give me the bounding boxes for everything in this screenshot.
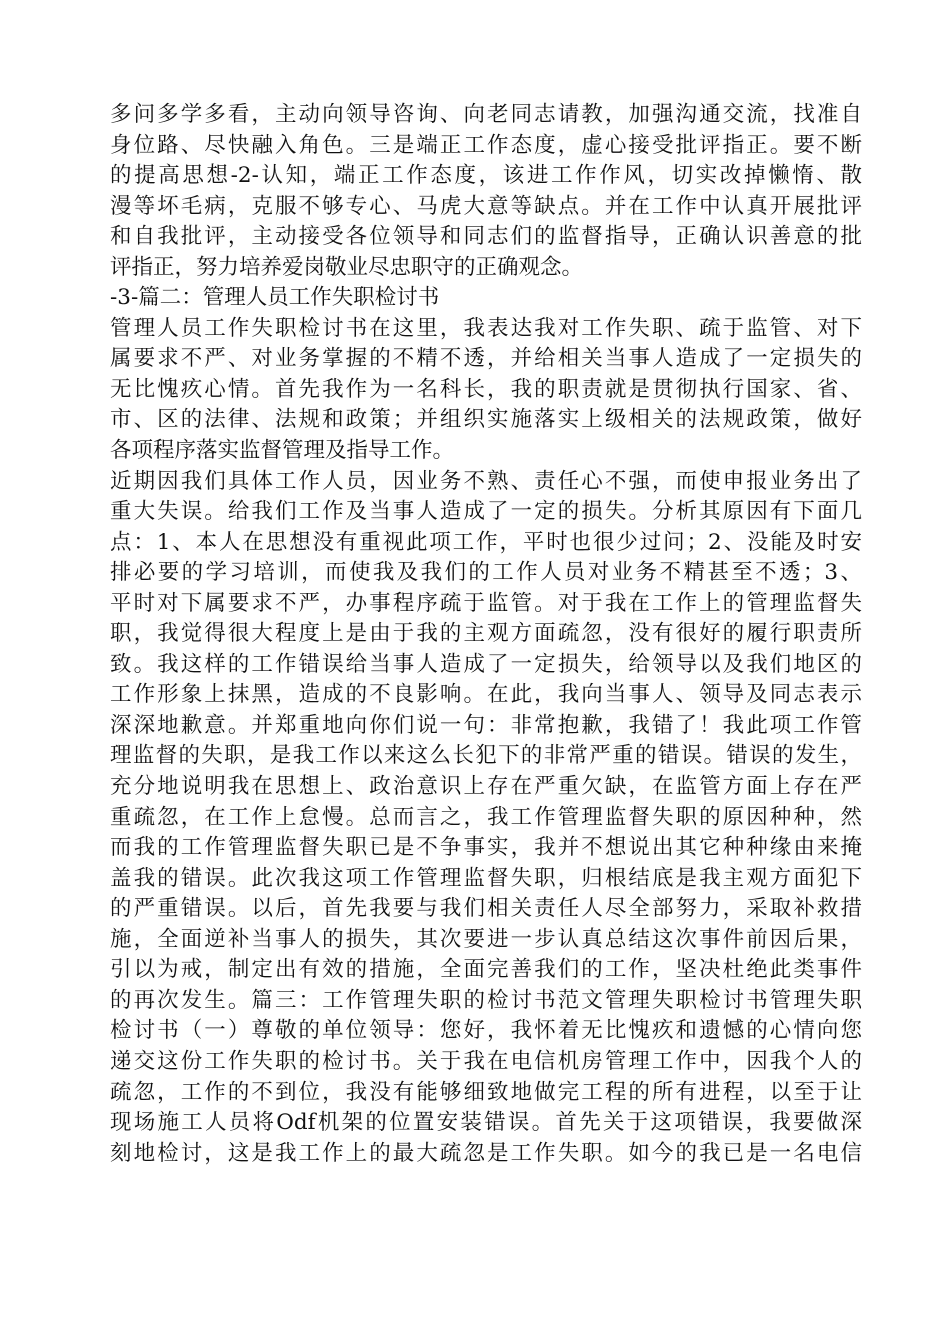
text-line: 属要求不严、对业务掌握的不精不透，并给相关当事人造成了一定损失的 (110, 346, 862, 372)
text-line: 职，我觉得很大程度上是由于我的主观方面疏忽，没有很好的履行职责所 (110, 621, 862, 647)
text-line: 漫等坏毛病，克服不够专心、马虎大意等缺点。并在工作中认真开展批评 (110, 193, 862, 219)
text-line: 各项程序落实监督管理及指导工作。 (110, 438, 455, 464)
text-line: 和自我批评，主动接受各位领导和同志们的监督指导，正确认识善意的批 (110, 224, 862, 250)
text-line: 充分地说明我在思想上、政治意识上存在严重欠缺，在监管方面上存在严 (110, 774, 862, 800)
text-line: 疏忽，工作的不到位，我没有能够细致地做完工程的所有进程，以至于让 (110, 1079, 862, 1105)
text-line: 评指正，努力培养爱岗敬业尽忠职守的正确观念。 (110, 254, 584, 280)
text-line: 的提高思想-2-认知，端正工作态度，该进工作作风，切实改掉懒惰、散 (110, 163, 862, 189)
text-line: 深深地歉意。并郑重地向你们说一句：非常抱歉，我错了！我此项工作管 (110, 712, 862, 738)
text-line: 刻地检讨，这是我工作上的最大疏忽是工作失职。如今的我已是一名电信 (110, 1140, 862, 1166)
text-line: 致。我这样的工作错误给当事人造成了一定损失，给领导以及我们地区的 (110, 651, 862, 677)
document-body (110, 100, 862, 1169)
section-heading: -3-篇二：管理人员工作失职检讨书 (110, 285, 440, 311)
text-line: 检讨书（一）尊敬的单位领导：您好，我怀着无比愧疚和遗憾的心情向您 (110, 1018, 862, 1044)
text-line: 近期因我们具体工作人员，因业务不熟、责任心不强，而使申报业务出了 (110, 468, 862, 494)
text-line: 重大失误。给我们工作及当事人造成了一定的损失。分析其原因有下面几 (110, 499, 862, 525)
text-line: 工作形象上抹黑，造成的不良影响。在此，我向当事人、领导及同志表示 (110, 682, 862, 708)
text-line: 引以为戒，制定出有效的措施，全面完善我们的工作，坚决杜绝此类事件 (110, 957, 862, 983)
text-line: 盖我的错误。此次我这项工作管理监督失职，归根结底是我主观方面犯下 (110, 865, 862, 891)
text-line: 的严重错误。以后，首先我要与我们相关责任人尽全部努力，采取补救措 (110, 896, 862, 922)
text-line: 市、区的法律、法规和政策；并组织实施落实上级相关的法规政策，做好 (110, 407, 862, 433)
text-line: 点：1、本人在思想没有重视此项工作，平时也很少过问；2、没能及时安 (110, 529, 862, 555)
text-line: 递交这份工作失职的检讨书。关于我在电信机房管理工作中，因我个人的 (110, 1048, 862, 1074)
text-line: 身位路、尽快融入角色。三是端正工作态度，虚心接受批评指正。要不断 (110, 132, 862, 158)
text-line: 现场施工人员将Odf机架的位置安装错误。首先关于这项错误，我要做深 (110, 1110, 862, 1136)
text-line: 多问多学多看，主动向领导咨询、向老同志请教，加强沟通交流，找准自 (110, 102, 862, 127)
text-line: 管理人员工作失职检讨书在这里，我表达我对工作失职、疏于监管、对下 (110, 315, 862, 341)
text-line: 重疏忽，在工作上怠慢。总而言之，我工作管理监督失职的原因种种，然 (110, 804, 862, 830)
text-line: 排必要的学习培训，而使我及我们的工作人员对业务不精甚至不透；3、 (110, 560, 862, 586)
text-line: 平时对下属要求不严，办事程序疏于监管。对于我在工作上的管理监督失 (110, 590, 862, 616)
text-line: 理监督的失职，是我工作以来这么长犯下的非常严重的错误。错误的发生， (110, 743, 862, 769)
text-line: 无比愧疚心情。首先我作为一名科长，我的职责就是贯彻执行国家、省、 (110, 376, 862, 402)
text-line: 而我的工作管理监督失职已是不争事实，我并不想说出其它种种缘由来掩 (110, 835, 862, 861)
text-line: 施，全面逆补当事人的损失，其次要进一步认真总结这次事件前因后果， (110, 926, 862, 952)
text-line: 的再次发生。篇三：工作管理失职的检讨书范文管理失职检讨书管理失职 (110, 987, 862, 1013)
